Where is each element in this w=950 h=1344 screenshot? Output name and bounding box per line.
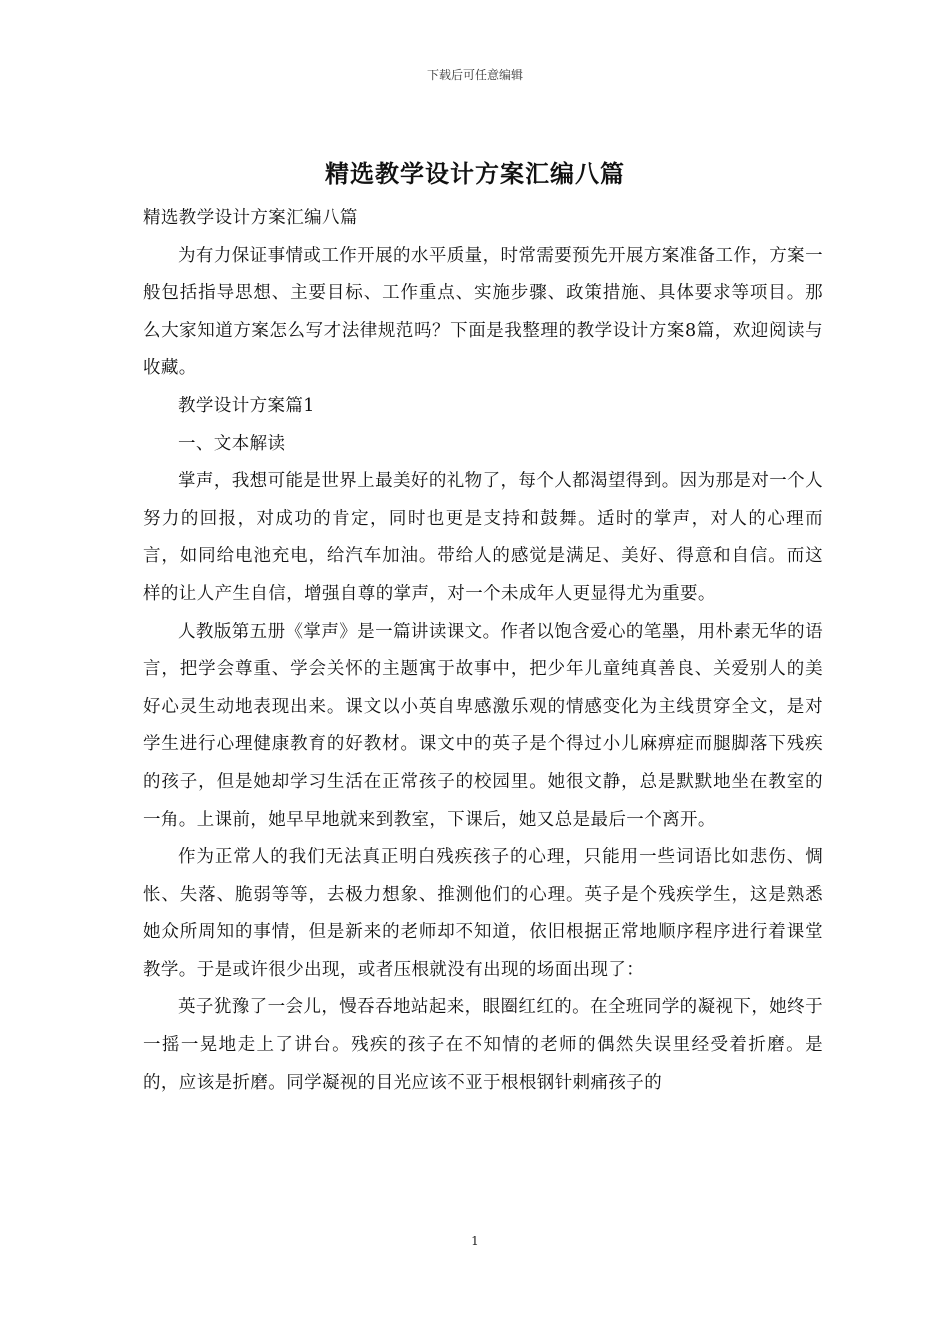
document-title: 精选教学设计方案汇编八篇 [325, 159, 625, 188]
body-paragraph: 精选教学设计方案汇编八篇 [143, 208, 358, 228]
body-paragraph: 人教版第五册《掌声》是一篇讲读课文。作者以饱含爱心的笔墨，用朴素无华的语言，把学会尊重、学会关怀的主题寓于故事中，把少年儿童纯真善良、关爱别人的美好心灵生动地表现出来。课文以小英自卑感激乐观的情感变化为主线贯穿全文，是对学生进行心理健康教育的好教材。课文中的英子是个得过小儿麻痹症而腿脚落下残疾的孩子，但是她却学习生活在正常孩子的校园里。她很文静，总是默默地坐在教室的一角。上课前，她早早地就来到教室，下课后，她又总是最后一个离开。 [143, 621, 823, 830]
body-paragraph: 作为正常人的我们无法真正明白残疾孩子的心理，只能用一些词语比如悲伤、惆怅、失落、脆弱等等，去极力想象、推测他们的心理。英子是个残疾学生，这是熟悉她众所周知的事情，但是新来的老师却不知道，依旧根据正常地顺序程序进行着课堂教学。于是或许很少出现，或者压根就没有出现的场面出现了： [143, 847, 823, 980]
section-heading: 教学设计方案篇1 [178, 395, 315, 416]
page-number: 1 [471, 1234, 479, 1248]
document-body [143, 200, 823, 1102]
body-paragraph: 为有力保证事情或工作开展的水平质量，时常需要预先开展方案准备工作，方案一般包括指导思想、主要目标、工作重点、实施步骤、政策措施、具体要求等项目。那么大家知道方案怎么写才法律规范吗？下面是我整理的教学设计方案8篇，欢迎阅读与收藏。 [143, 245, 823, 379]
page-header-note: 下载后可任意编辑 [426, 68, 523, 82]
body-paragraph: 掌声，我想可能是世界上最美好的礼物了，每个人都渴望得到。因为那是对一个人努力的回报，对成功的肯定，同时也更是支持和鼓舞。适时的掌声，对人的心理而言，如同给电池充电，给汽车加油。带给人的感觉是满足、美好、得意和自信。而这样的让人产生自信，增强自尊的掌声，对一个未成年人更显得尤为重要。 [143, 471, 823, 604]
subsection-heading: 一、文本解读 [178, 433, 286, 454]
body-paragraph: 英子犹豫了一会儿，慢吞吞地站起来，眼圈红红的。在全班同学的凝视下，她终于一摇一晃地走上了讲台。残疾的孩子在不知情的老师的偶然失误里经受着折磨。是的，应该是折磨。同学凝视的目光应该不亚于根根钢针刺痛孩子的 [143, 997, 823, 1093]
